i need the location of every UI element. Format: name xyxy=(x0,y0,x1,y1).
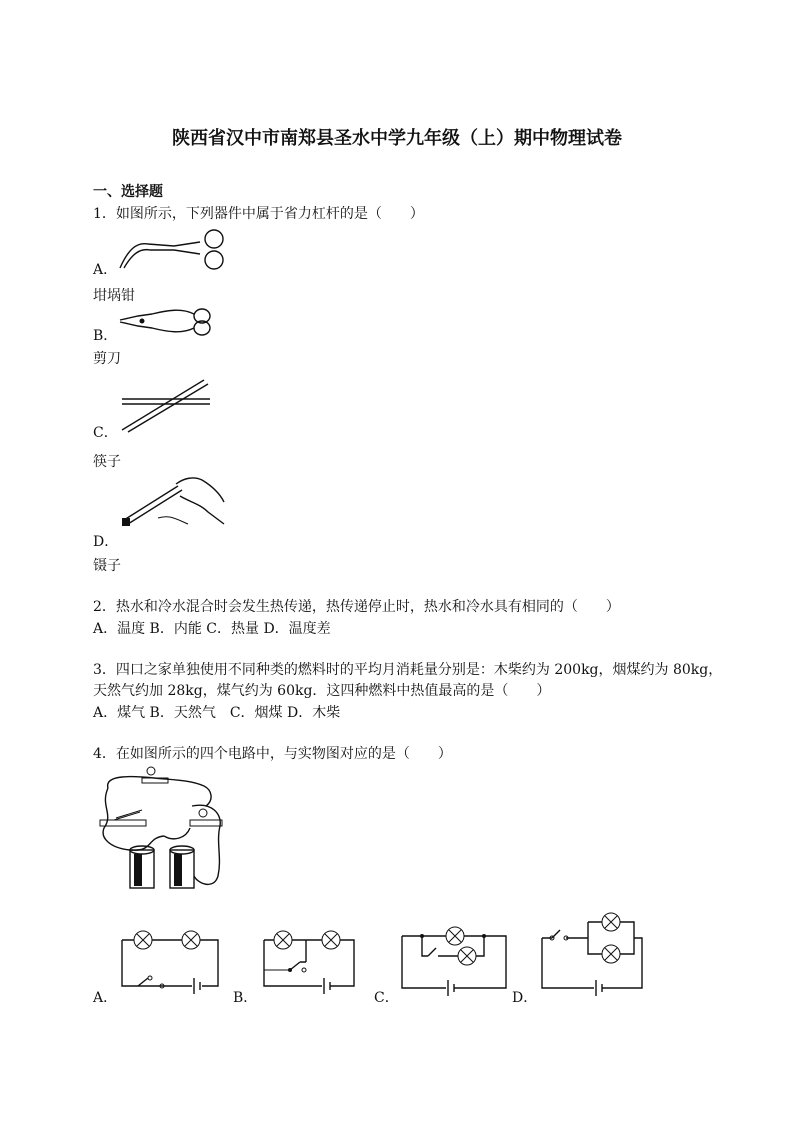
circuit-option-c xyxy=(398,910,510,1002)
q1-option-c-letter: C． xyxy=(93,425,118,441)
q1-option-c-caption: 筷子 xyxy=(93,454,121,470)
q1-option-b-letter: B． xyxy=(93,328,118,344)
q1-option-d-caption: 镊子 xyxy=(93,558,121,574)
q4-option-d-label: D． xyxy=(512,990,538,1006)
question-4-stem: 4．在如图所示的四个电路中，与实物图对应的是（ ） xyxy=(93,746,452,762)
question-3-options: A．煤气 B．天然气 C．烟煤 D．木柴 xyxy=(93,705,341,721)
page-title: 陕西省汉中市南郑县圣水中学九年级（上）期中物理试卷 xyxy=(172,128,622,149)
circuit-option-d xyxy=(538,908,650,1002)
q1-option-a-caption: 坩埚钳 xyxy=(93,288,135,304)
q4-option-b-label: B． xyxy=(233,990,258,1006)
question-2-stem: 2．热水和冷水混合时会发生热传递，热传递停止时，热水和冷水具有相同的（ ） xyxy=(93,599,620,615)
section-heading: 一、选择题 xyxy=(93,184,163,200)
q1-option-b-caption: 剪刀 xyxy=(93,351,121,367)
question-3-line-2: 天然气约加 28kg，煤气约为 60kg．这四种燃料中热值最高的是（ ） xyxy=(93,683,551,699)
q1-option-a-letter: A． xyxy=(93,262,118,278)
question-1-stem: 1．如图所示，下列器件中属于省力杠杆的是（ ） xyxy=(93,206,424,222)
scissors-icon xyxy=(118,306,213,338)
physical-circuit-diagram xyxy=(94,766,234,896)
circuit-option-b xyxy=(260,926,360,1002)
tweezers-icon xyxy=(118,474,228,532)
crucible-tongs-icon xyxy=(118,228,233,272)
question-2-options: A．温度 B．内能 C．热量 D．温度差 xyxy=(93,621,331,637)
question-3-line-1: 3．四口之家单独使用不同种类的燃料时的平均月消耗量分别是：木柴约为 200kg，烟煤约为 80kg， xyxy=(93,662,723,678)
q1-option-d-letter: D． xyxy=(93,534,119,550)
chopsticks-icon xyxy=(118,378,213,434)
circuit-option-a xyxy=(118,926,223,1002)
q4-option-c-label: C． xyxy=(374,990,399,1006)
q4-option-a-label: A． xyxy=(93,990,118,1006)
